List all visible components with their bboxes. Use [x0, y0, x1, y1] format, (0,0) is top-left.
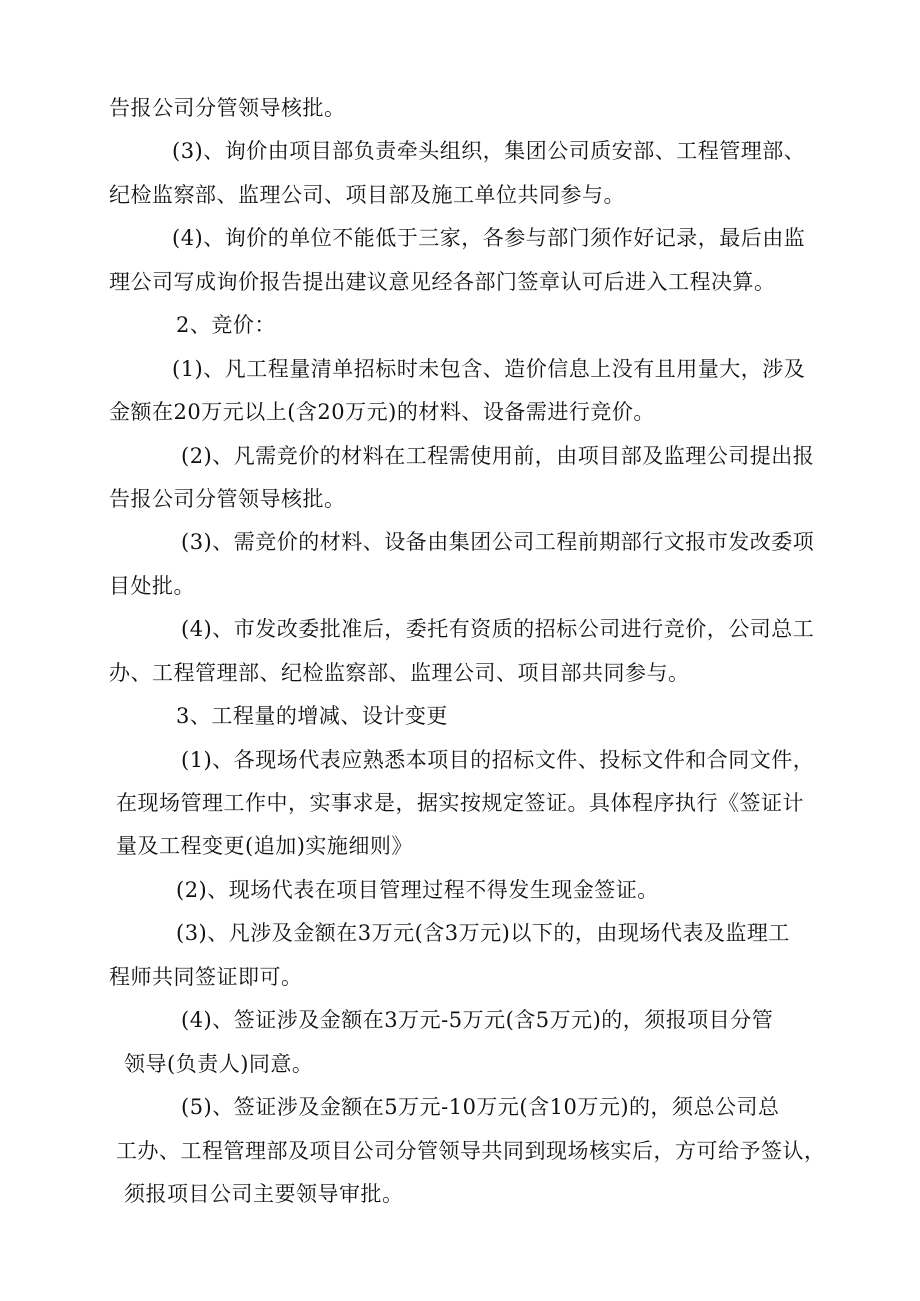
text-line: 3、工程量的增减、设计变更 — [176, 704, 448, 728]
text-line: (2)、现场代表在项目管理过程不得发生现金签证。 — [176, 878, 659, 902]
text-line: 理公司写成询价报告提出建议意见经各部门签章认可后进入工程决算。 — [109, 270, 776, 294]
text-line: (4)、签证涉及金额在3万元-5万元(含5万元)的，须报项目分管 — [181, 1008, 774, 1032]
text-line: 领导(负责人)同意。 — [124, 1052, 314, 1076]
text-line: (1)、凡工程量清单招标时未包含、造价信息上没有且用量大，涉及 — [172, 357, 806, 381]
text-line: 目处批。 — [109, 574, 195, 598]
text-line: (3)、需竞价的材料、设备由集团公司工程前期部行文报市发改委项 — [181, 530, 815, 554]
text-line: (1)、各现场代表应熟悉本项目的招标文件、投标文件和合同文件， — [181, 748, 815, 772]
text-line: (2)、凡需竞价的材料在工程需使用前，由项目部及监理公司提出报 — [181, 444, 815, 468]
text-line: 须报项目公司主要领导审批。 — [124, 1182, 404, 1206]
text-line: 在现场管理工作中，实事求是，据实按规定签证。具体程序执行《签证计 — [116, 791, 804, 815]
text-line: (5)、签证涉及金额在5万元-10万元(含10万元)的，须总公司总 — [181, 1095, 780, 1119]
text-line: 纪检监察部、监理公司、项目部及施工单位共同参与。 — [109, 183, 625, 207]
text-line: 告报公司分管领导核批。 — [109, 487, 346, 511]
text-line: 办、工程管理部、纪检监察部、监理公司、项目部共同参与。 — [109, 661, 690, 685]
text-line: 工办、工程管理部及项目公司分管领导共同到现场核实后，方可给予签认， — [116, 1139, 826, 1163]
text-line: (4)、市发改委批准后，委托有资质的招标公司进行竞价，公司总工 — [181, 617, 815, 641]
text-line: 金额在20万元以上(含20万元)的材料、设备需进行竞价。 — [109, 400, 655, 424]
text-line: (3)、凡涉及金额在3万元(含3万元)以下的，由现场代表及监理工 — [176, 921, 790, 945]
text-line: 量及工程变更(追加)实施细则》 — [116, 834, 413, 858]
text-line: (3)、询价由项目部负责牵头组织，集团公司质安部、工程管理部、 — [172, 139, 806, 163]
text-line: (4)、询价的单位不能低于三家，各参与部门须作好记录，最后由监 — [172, 226, 806, 250]
text-line: 2、竞价： — [176, 313, 276, 337]
text-line: 告报公司分管领导核批。 — [109, 96, 346, 120]
text-line: 程师共同签证即可。 — [109, 965, 303, 989]
